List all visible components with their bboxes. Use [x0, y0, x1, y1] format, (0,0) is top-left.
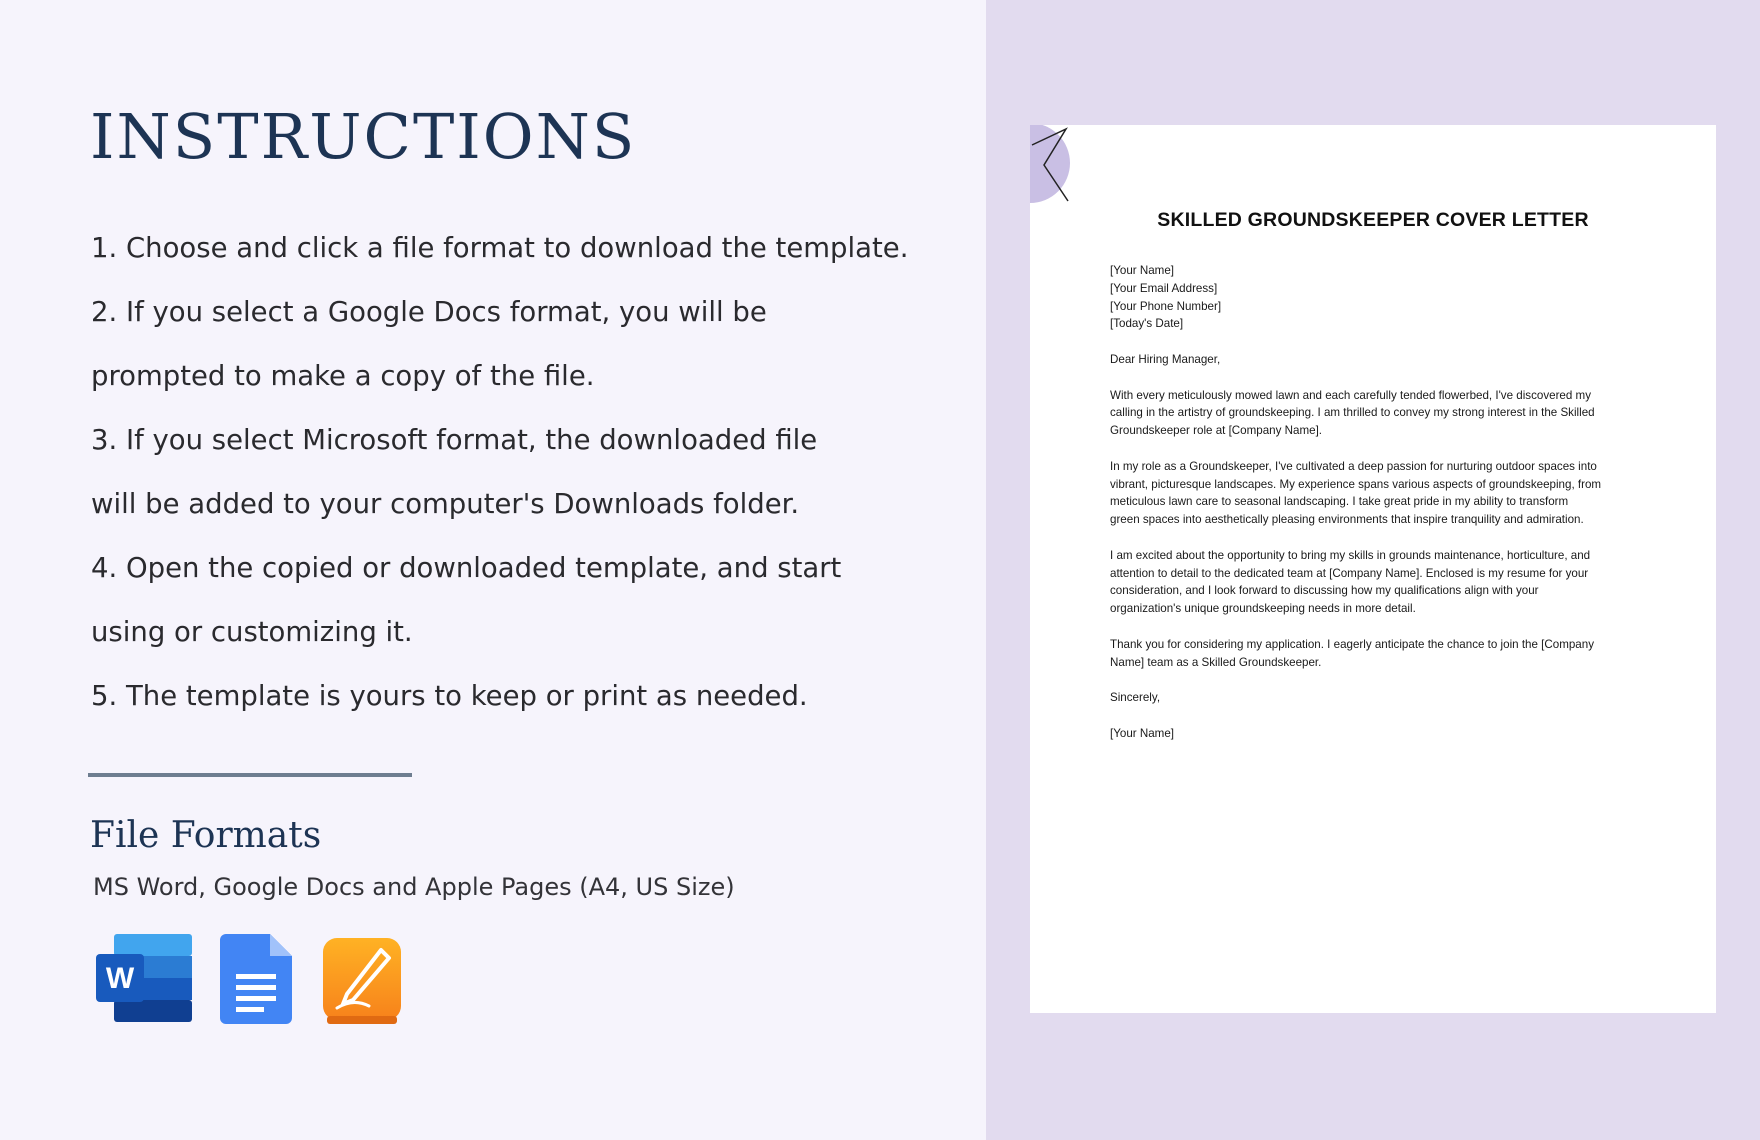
document-line: calling in the artistry of groundskeeping. I am thrilled to convey my strong interest in the Skilled — [1110, 406, 1595, 420]
instructions-steps — [91, 216, 908, 728]
document-line: Thank you for considering my application. I eagerly anticipate the chance to join the [Company — [1110, 637, 1594, 651]
document-line: Sincerely, — [1110, 691, 1161, 705]
step-line: 1. Choose and click a file format to download the template. — [91, 232, 909, 264]
document-line: [Your Name] — [1110, 264, 1175, 277]
document-line: With every meticulously mowed lawn and each carefully tended flowerbed, I've discovered my — [1110, 388, 1592, 402]
instructions-heading: INSTRUCTIONS — [90, 100, 637, 173]
document-line: consideration, and I look forward to discussing how my qualifications align with your — [1110, 584, 1539, 598]
document-line: Groundskeeper role at [Company Name]. — [1110, 424, 1323, 438]
document-title: SKILLED GROUNDSKEEPER COVER LETTER — [1157, 209, 1589, 231]
document-line: I am excited about the opportunity to bring my skills in grounds maintenance, horticulture, and — [1110, 548, 1591, 562]
document-line: Name] team as a Skilled Groundskeeper. — [1110, 655, 1322, 669]
document-line: [Your Name] — [1110, 726, 1175, 740]
step-line: 4. Open the copied or downloaded template, and start — [91, 552, 842, 584]
step-line: prompted to make a copy of the file. — [91, 360, 595, 392]
step-line: 2. If you select a Google Docs format, you will be — [91, 296, 767, 328]
document-line: Dear Hiring Manager, — [1110, 352, 1221, 366]
page-decoration — [1030, 125, 1090, 215]
document-line: [Your Phone Number] — [1110, 299, 1222, 313]
file-formats-subtitle: MS Word, Google Docs and Apple Pages (A4, US Size) — [93, 873, 735, 901]
google-docs-icon[interactable] — [220, 934, 292, 1024]
ms-word-icon[interactable] — [96, 934, 192, 1022]
file-formats-title: File Formats — [90, 815, 322, 856]
document-line: organization's unique groundskeeping needs in more detail. — [1110, 602, 1416, 616]
section-divider — [88, 773, 412, 777]
document-line: [Today's Date] — [1110, 317, 1184, 331]
document-line: [Your Email Address] — [1110, 281, 1218, 295]
document-line: meticulous lawn care to seasonal landscaping. I take great pride in my ability to transform — [1110, 495, 1569, 509]
document-line: vibrant, picturesque landscapes. My experience spans various aspects of groundskeeping, from — [1110, 477, 1602, 491]
document-line: attention to detail to the dedicated team at [Company Name]. Enclosed is my resume for your — [1110, 566, 1589, 580]
document-body — [1110, 262, 1670, 743]
step-line: using or customizing it. — [91, 616, 413, 648]
document-line: green spaces into aesthetically pleasing environments that inspire tranquility and admiration. — [1110, 513, 1584, 527]
step-line: 5. The template is yours to keep or print as needed. — [91, 680, 808, 712]
word-icon-letter: W — [105, 962, 135, 995]
document-line: In my role as a Groundskeeper, I've cultivated a deep passion for nurturing outdoor spaces into — [1110, 459, 1597, 473]
apple-pages-icon[interactable] — [323, 938, 401, 1024]
step-line: 3. If you select Microsoft format, the downloaded file — [91, 424, 818, 456]
step-line: will be added to your computer's Downloads folder. — [91, 488, 800, 520]
document-preview — [1030, 125, 1716, 1013]
